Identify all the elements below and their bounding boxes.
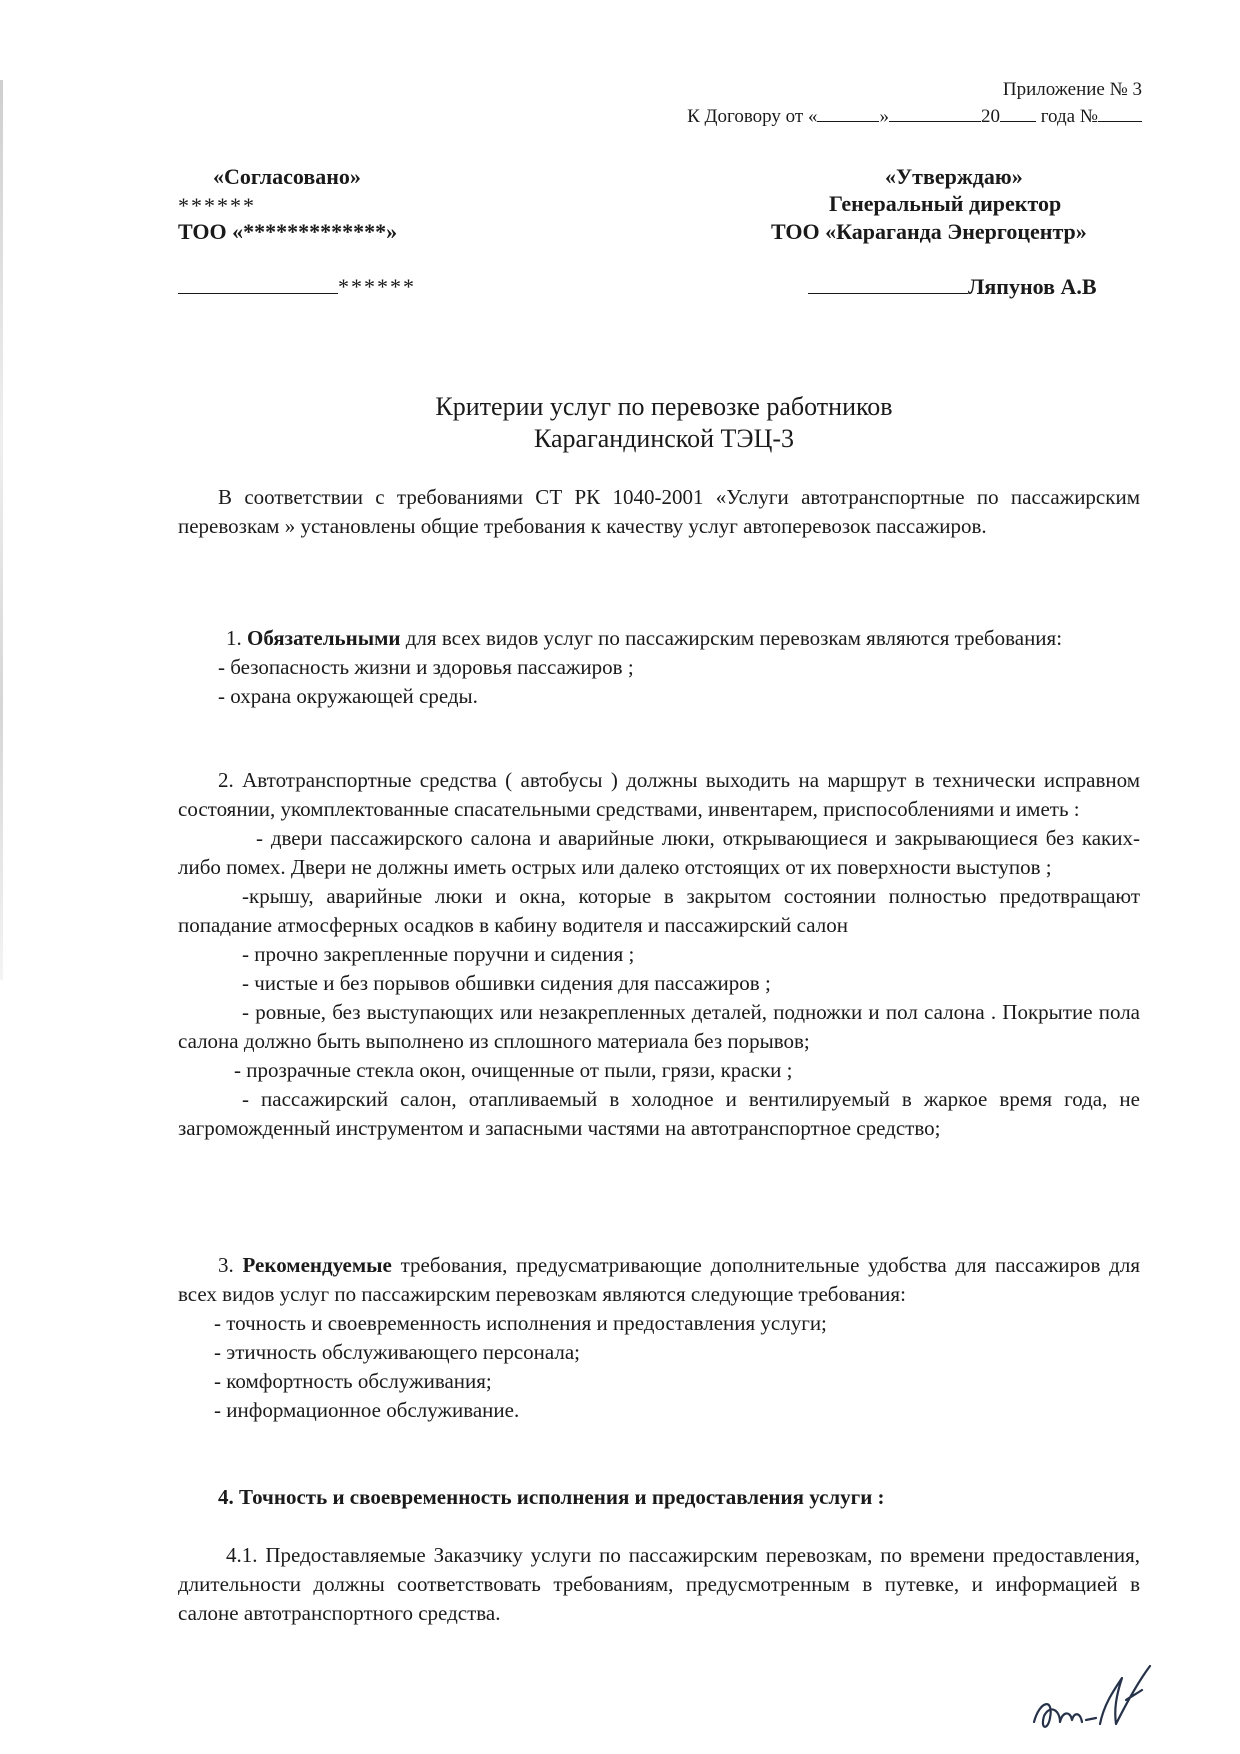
agreed-signature-line <box>178 273 416 300</box>
document-title-line2: Карагандинской ТЭЦ-3 <box>534 424 794 453</box>
section-3 <box>178 1251 1140 1425</box>
list-item: - прочно закрепленные поручни и сидения ; <box>242 942 635 966</box>
list-item: - охрана окружающей среды. <box>218 684 478 708</box>
section-3-bold: Рекомендуемые <box>242 1253 392 1277</box>
list-item: - пассажирский салон, отапливаемый в холодное и вентилируемый в жаркое время года, не загроможденный инструментом и запасными частями на автотранспортное средство; <box>178 1087 1140 1140</box>
section-4-1-text: 4.1. Предоставляемые Заказчику услуги по пассажирским перевозкам, по времени предоставления, длительности должны соответствовать требованиям, предусмотренным в путевке, и информацией в салоне автотранспортного средства. <box>178 1543 1140 1625</box>
signature-blank <box>178 273 338 294</box>
section-1 <box>178 624 1140 711</box>
agreed-company: ТОО «*************» <box>178 219 398 244</box>
contract-reference <box>687 104 1142 128</box>
approve-position: Генеральный директор <box>829 191 1062 216</box>
contract-prefix: К Договору от « <box>687 106 818 127</box>
section-4-1 <box>178 1541 1140 1628</box>
month-blank <box>889 104 981 122</box>
agreed-label: «Согласовано» <box>213 164 361 189</box>
contract-suffix: года № <box>1040 106 1098 127</box>
number-blank <box>1098 104 1142 122</box>
approve-label: «Утверждаю» <box>885 164 1023 189</box>
section-2-text: 2. Автотранспортные средства ( автобусы ) должны выходить на маршрут в технически исправном состоянии, укомплектованные спасательными средствами, инвентарем, приспособлениями и иметь : <box>178 768 1140 821</box>
contract-year: 20 <box>980 106 1000 127</box>
intro-paragraph <box>178 483 1140 541</box>
section-3-text: 3. Рекомендуемые требования, предусматривающие дополнительные удобства для пассажиров для всех видов услуг по пассажирским перевозкам являются следующие требования: <box>178 1253 1140 1306</box>
list-item: - чистые и без порывов обшивки сидения для пассажиров ; <box>242 971 771 995</box>
day-blank <box>817 104 879 122</box>
list-item: - ровные, без выступающих или незакрепленных деталей, подножки и пол салона . Покрытие пола салона должно быть выполнено из сплошного материала без порывов; <box>178 1000 1140 1053</box>
year-blank <box>1000 104 1036 122</box>
list-item: - безопасность жизни и здоровья пассажиров ; <box>218 655 634 679</box>
approve-signature-line <box>808 273 1097 300</box>
list-item: - прозрачные стекла окон, очищенные от пыли, грязи, краски ; <box>234 1058 793 1082</box>
section-4-heading: 4. Точность и своевременность исполнения и предоставления услуги : <box>218 1485 885 1509</box>
section-4 <box>178 1483 1140 1512</box>
approve-name: Ляпунов А.В <box>968 274 1097 299</box>
agreed-name: ****** <box>338 274 416 299</box>
list-item: -крышу, аварийные люки и окна, которые в закрытом состоянии полностью предотвращают попадание атмосферных осадков в кабину водителя и пассажирский салон <box>178 884 1140 937</box>
approve-company: ТОО «Караганда Энергоцентр» <box>771 219 1087 244</box>
signature-blank <box>808 273 968 294</box>
intro-text: В соответствии с требованиями СТ РК 1040-2001 «Услуги автотранспортные по пассажирским перевозкам » установлены общие требования к качеству услуг автоперевозок пассажиров. <box>178 485 1140 538</box>
list-item: - комфортность обслуживания; <box>214 1369 492 1393</box>
agreed-position: ****** <box>178 193 256 218</box>
handwritten-signature-icon <box>1030 1660 1160 1740</box>
scan-edge <box>0 80 3 980</box>
section-1-bold: Обязательными <box>247 626 401 650</box>
list-item: - информационное обслуживание. <box>214 1398 520 1422</box>
list-item: - двери пассажирского салона и аварийные люки, открывающиеся и закрывающиеся без каких-либо помех. Двери не должны иметь острых или далеко отстоящих от их поверхности выступов ; <box>178 826 1140 879</box>
section-2 <box>178 766 1140 1143</box>
list-item: - этичность обслуживающего персонала; <box>214 1340 581 1364</box>
contract-mid: » <box>879 106 889 127</box>
list-item: - точность и своевременность исполнения и предоставления услуги; <box>214 1311 827 1335</box>
document-title-line1: Критерии услуг по перевозке работников <box>435 392 893 421</box>
appendix-label: Приложение № 3 <box>1002 79 1142 100</box>
section-1-text: 1. Обязательными для всех видов услуг по пассажирским перевозкам являются требования: <box>226 626 1063 650</box>
